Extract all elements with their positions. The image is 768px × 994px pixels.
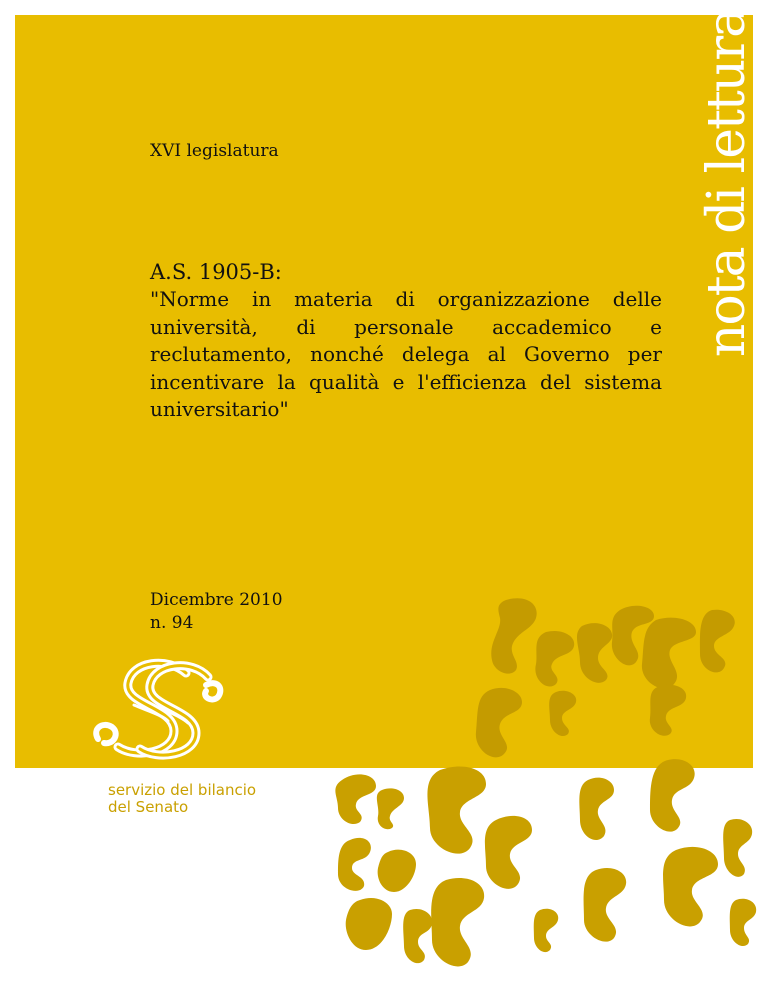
document-title-block — [150, 258, 662, 424]
document-date-block — [150, 589, 283, 635]
publisher-line-1: servizio del bilancio — [108, 781, 257, 799]
document-title: "Norme in materia di organizzazione delle università, di personale accademico e reclutamento, nonché delega al Governo per incentivare la qualità e l'efficienza del sistema universitario" — [150, 287, 662, 421]
senate-s-logo-icon — [88, 655, 228, 765]
publisher-line-2: del Senato — [108, 798, 189, 816]
legislature-label: XVI legislatura — [150, 141, 279, 161]
series-label-text: nota di lettura — [697, 8, 757, 358]
document-code: A.S. 1905-B: — [150, 260, 282, 284]
series-label — [697, 8, 757, 358]
publisher-name — [108, 782, 256, 816]
document-date: Dicembre 2010 — [150, 590, 283, 610]
document-number: n. 94 — [150, 613, 194, 633]
manuscript-decoration — [320, 580, 768, 994]
